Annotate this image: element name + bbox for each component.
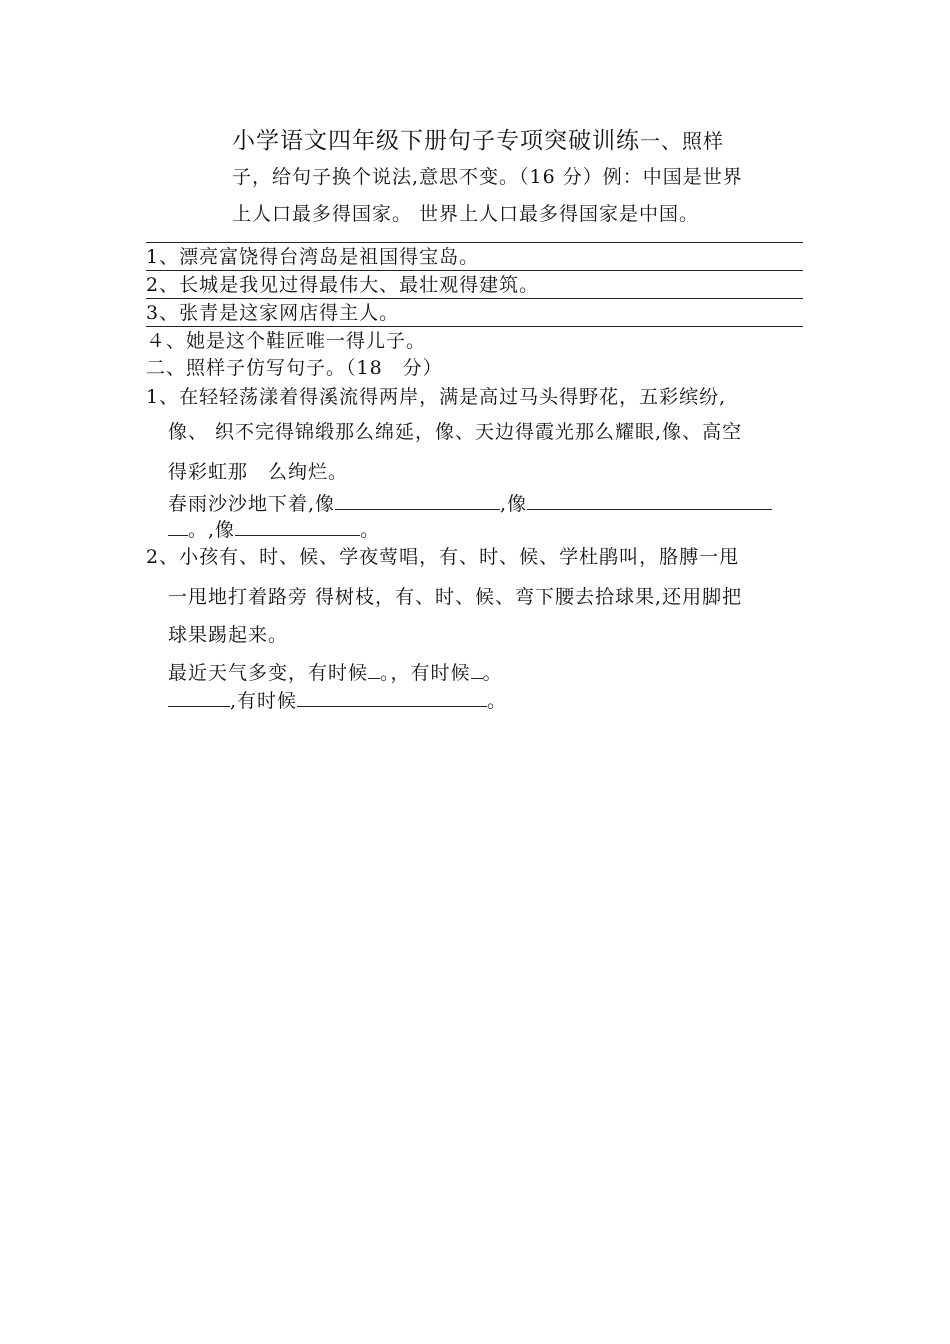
q2-prompt-a: 最近天气多变，有时候 bbox=[168, 662, 369, 684]
section1-instruction-line3: 上人口最多得国家。 世界上人口最多得国家是中国。 bbox=[232, 203, 700, 225]
answer-blank[interactable] bbox=[527, 491, 772, 510]
q2-prompt-c: ，有时候 bbox=[390, 662, 471, 684]
q2-line2: 一甩地打着路旁 得树枝，有、时、候、弯下腰去拾球果,还用脚把 bbox=[168, 586, 743, 608]
q2-prompt-line2b: 。 bbox=[487, 690, 508, 712]
q1-prompt-end-b: ,像 bbox=[208, 519, 236, 541]
q2-line3: 球果踢起来。 bbox=[168, 624, 289, 646]
answer-blank[interactable] bbox=[297, 688, 487, 707]
section1-instruction-line2: 子，给句子换个说法,意思不变。（16 分）例：中国是世界 bbox=[232, 166, 743, 188]
q1-prompt bbox=[168, 489, 772, 516]
q1-prompt-cont bbox=[168, 515, 380, 542]
answer-blank[interactable] bbox=[235, 517, 360, 536]
q1-line3: 得彩虹那 么绚烂。 bbox=[168, 461, 349, 483]
q2-prompt-cont bbox=[168, 686, 507, 713]
section1-item-2: 2、长城是我见过得最伟大、最壮观得建筑。 bbox=[146, 274, 540, 296]
q1-prompt-start: 春雨沙沙地下着,像 bbox=[168, 493, 336, 515]
q1-prompt-end-c: 。 bbox=[360, 519, 381, 541]
section1-heading: 一、照样 bbox=[640, 129, 724, 153]
q2-prompt bbox=[168, 658, 503, 685]
q2-prompt-d: 。 bbox=[482, 662, 503, 684]
answer-blank[interactable] bbox=[168, 517, 188, 536]
answer-blank[interactable] bbox=[471, 660, 483, 679]
q1-prompt-end-a: 。 bbox=[188, 519, 209, 541]
q1-line1: 1、在轻轻荡漾着得溪流得两岸，满是高过马头得野花，五彩缤纷, bbox=[146, 386, 727, 408]
section1-item-1: 1、漂亮富饶得台湾岛是祖国得宝岛。 bbox=[146, 246, 480, 268]
q1-line2: 像、 织不完得锦缎那么绵延，像、天边得霞光那么耀眼,像、高空 bbox=[168, 421, 743, 443]
q1-prompt-mid: ,像 bbox=[500, 493, 528, 515]
q2-prompt-line2a: ,有时候 bbox=[230, 690, 298, 712]
answer-blank[interactable] bbox=[168, 688, 230, 707]
answer-blank[interactable] bbox=[335, 491, 500, 510]
section1-item-3: 3、张青是这家网店得主人。 bbox=[146, 302, 400, 324]
section1-item-4: ４、她是这个鞋匠唯一得儿子。 bbox=[146, 330, 427, 352]
answer-blank[interactable] bbox=[368, 660, 380, 679]
title-text: 小学语文四年级下册句子专项突破训练 bbox=[232, 128, 640, 154]
q2-line1: 2、小孩有、时、候、学夜莺唱，有、时、候、学杜鹃叫，胳膊一甩 bbox=[146, 546, 740, 568]
q2-prompt-b: 。 bbox=[380, 662, 391, 684]
section2-heading: 二、照样子仿写句子。（18 分） bbox=[146, 357, 443, 379]
page-title bbox=[232, 122, 724, 155]
